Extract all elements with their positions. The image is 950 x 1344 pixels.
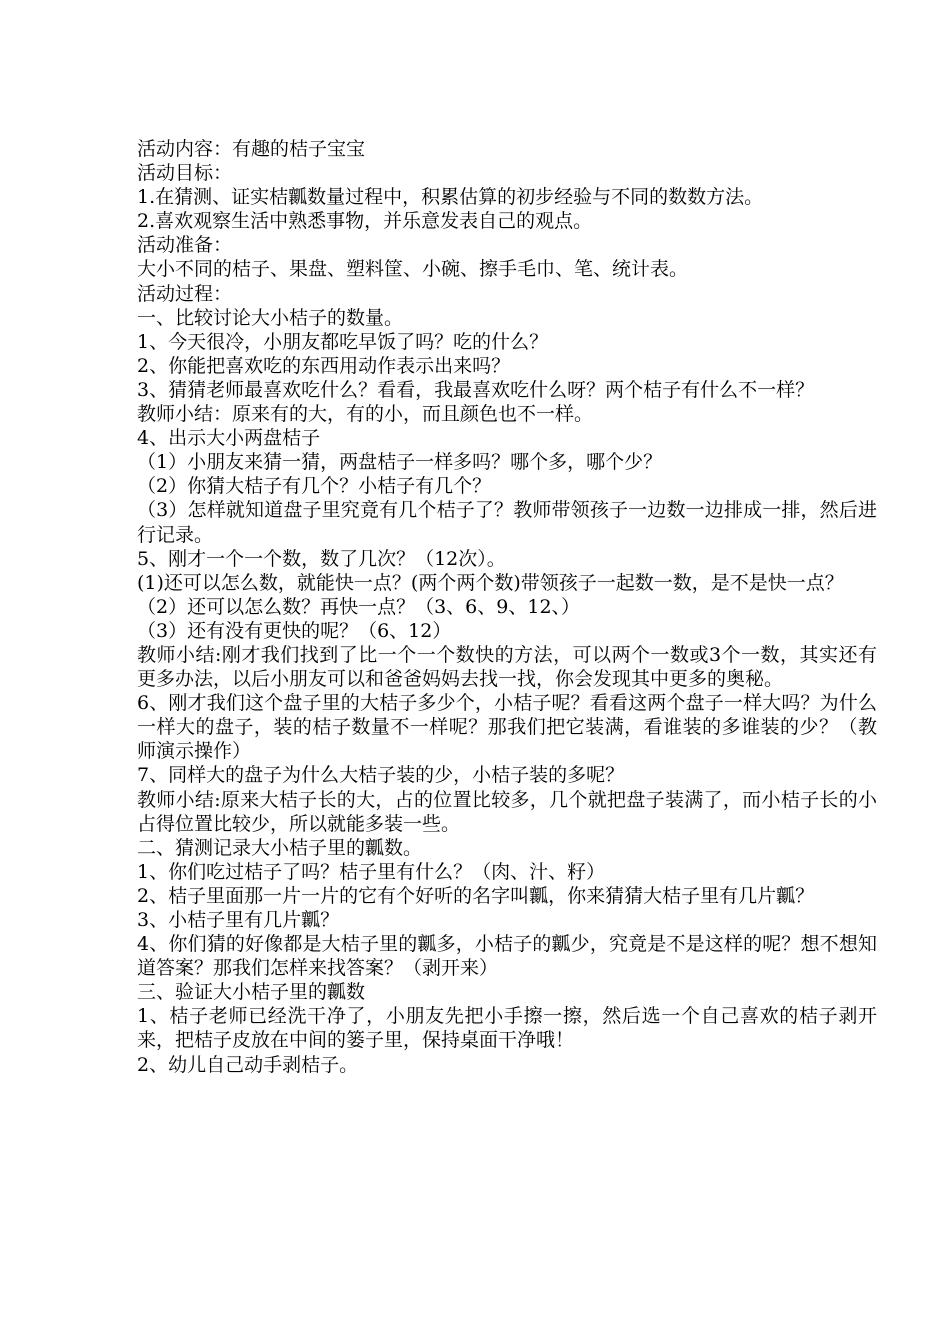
text-line: 一、比较讨论大小桔子的数量。 [137, 306, 404, 329]
text-line: 1.在猜测、证实桔瓤数量过程中，积累估算的初步经验与不同的数数方法。 [137, 186, 764, 209]
text-line: 2、幼儿自己动手剥桔子。 [137, 1053, 359, 1076]
text-line: 1、桔子老师已经洗干净了，小朋友先把小手擦一擦，然后选一个自己喜欢的桔子剥开来，把桔子皮放在中间的篓子里，保持桌面干净哦！ [137, 1005, 877, 1052]
text-line: 1、今天很冷，小朋友都吃早饭了吗？吃的什么？ [137, 330, 549, 353]
text-line: 3、猜猜老师最喜欢吃什么？看看，我最喜欢吃什么呀？两个桔子有什么不一样？ [137, 378, 815, 401]
text-line: 6、刚才我们这个盘子里的大桔子多少个，小桔子呢？看看这两个盘子一样大吗？为什么一样大的盘子，装的桔子数量不一样呢？那我们把它装满，看谁装的多谁装的少？（教师演示操作） [137, 692, 877, 763]
text-line: 2.喜欢观察生活中熟悉事物，并乐意发表自己的观点。 [137, 210, 593, 233]
text-line: 4、出示大小两盘桔子 [137, 427, 321, 450]
text-line: 大小不同的桔子、果盘、塑料筐、小碗、擦手毛巾、笔、统计表。 [137, 258, 689, 281]
text-line: （2）你猜大桔子有几个？小桔子有几个？ [137, 475, 492, 498]
text-line: 2、你能把喜欢吃的东西用动作表示出来吗？ [137, 354, 511, 377]
text-line: 教师小结:刚才我们找到了比一个一个数快的方法，可以两个一数或3个一数，其实还有更多办法，以后小朋友可以和爸爸妈妈去找一找，你会发现其中更多的奥秘。 [137, 643, 877, 691]
text-line: 活动过程： [137, 282, 233, 305]
text-line: 3、小桔子里有几片瓤？ [137, 909, 340, 931]
text-line: 活动目标： [137, 162, 233, 185]
text-line: 2、桔子里面那一片一片的它有个好听的名字叫瓤，你来猜猜大桔子里有几片瓤？ [137, 884, 815, 907]
text-line: 活动准备： [137, 234, 233, 257]
text-line: 三、验证大小桔子里的瓤数 [137, 981, 366, 1004]
document-body [137, 137, 877, 1077]
text-line: 7、同样大的盘子为什么大桔子装的少，小桔子装的多呢？ [137, 764, 625, 787]
text-line: 教师小结:原来大桔子长的大，占的位置比较多，几个就把盘子装满了，而小桔子长的小占得位置比较少，所以就能多装一些。 [137, 788, 877, 835]
text-line: （2）还可以怎么数？再快一点？（3、6、9、12、） [137, 595, 581, 618]
text-line: 1、你们吃过桔子了吗？桔子里有什么？（肉、汁、籽） [137, 860, 606, 883]
text-line: 5、刚才一个一个数，数了几次？（12次）。 [137, 547, 506, 570]
text-line: 教师小结：原来有的大，有的小，而且颜色也不一样。 [137, 403, 594, 426]
text-line: 二、猜测记录大小桔子里的瓤数。 [137, 836, 423, 859]
text-line: (1)还可以怎么数，就能快一点？(两个两个数)带领孩子一起数一数，是不是快一点？ [137, 571, 844, 594]
text-line: （1）小朋友来猜一猜，两盘桔子一样多吗？哪个多，哪个少？ [137, 451, 663, 474]
text-line: 活动内容：有趣的桔子宝宝 [137, 138, 366, 160]
text-line: 4、你们猜的好像都是大桔子里的瓤多，小桔子的瓤少，究竟是不是这样的呢？想不想知道答案？那我们怎样来找答案？（剥开来） [137, 933, 877, 980]
text-line: （3）怎样就知道盘子里究竟有几个桔子了？教师带领孩子一边数一边排成一排，然后进行记录。 [137, 499, 877, 546]
text-line: （3）还有没有更快的呢？（6、12） [137, 619, 452, 642]
